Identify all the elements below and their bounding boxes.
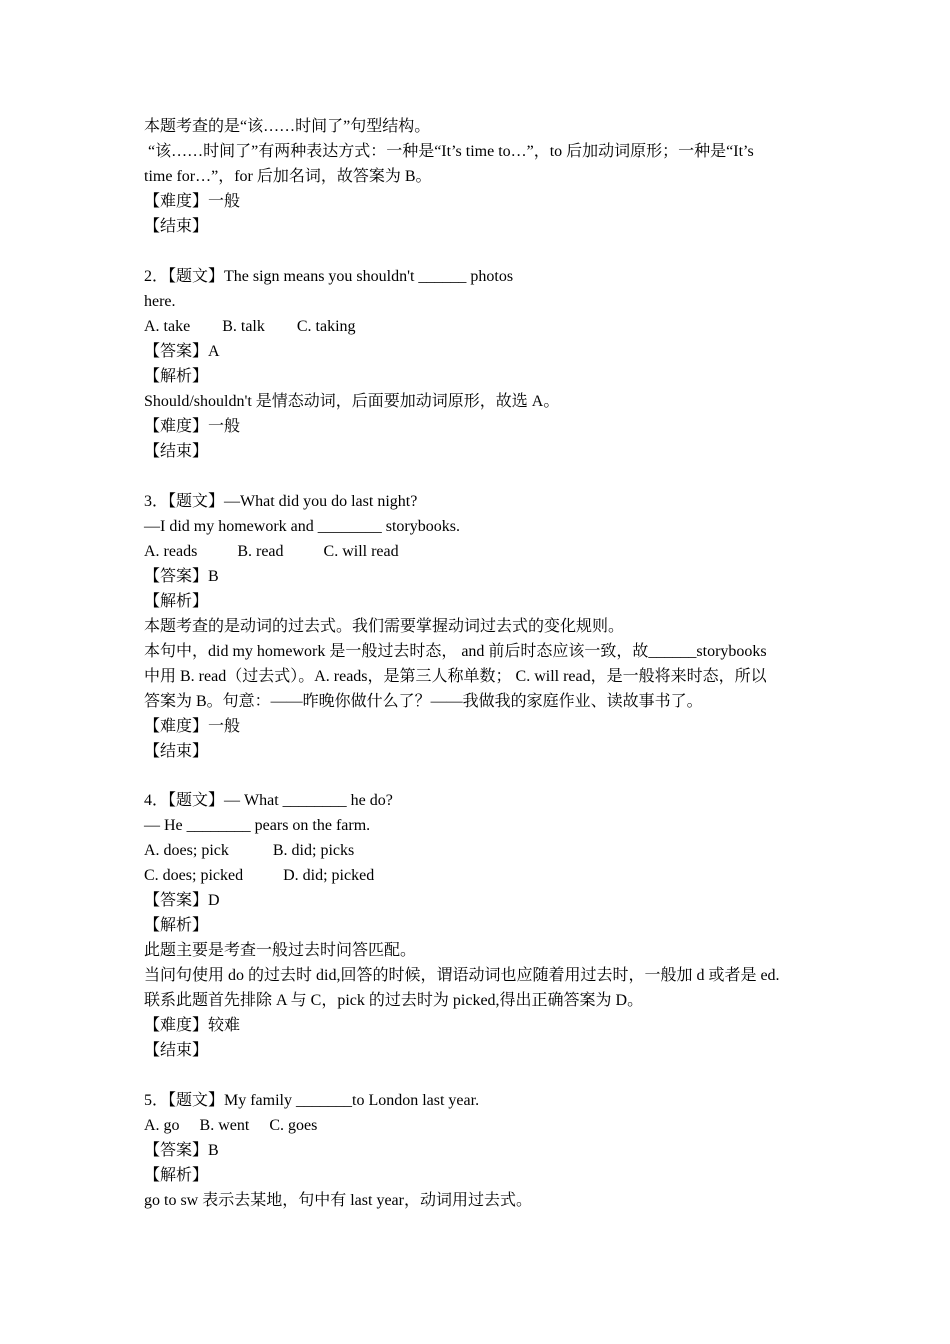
document-page <box>144 114 814 1213</box>
difficulty-line: 【难度】一般 <box>144 717 241 735</box>
question-stem: — He ________ pears on the farm. <box>144 817 371 835</box>
question-stem: 4．【题文】— What ________ he do? <box>144 792 393 810</box>
question-stem: 3．【题文】—What did you do last night? <box>144 492 418 510</box>
answer-line: 【答案】A <box>144 342 220 360</box>
spacer <box>144 1063 814 1088</box>
difficulty-line: 【难度】较难 <box>144 1017 241 1035</box>
question-3 <box>144 489 814 764</box>
answer-line: 【答案】B <box>144 1142 219 1160</box>
analysis-label: 【解析】 <box>144 1167 209 1185</box>
question-stem: here. <box>144 292 176 310</box>
question-2 <box>144 264 814 464</box>
analysis-label: 【解析】 <box>144 917 209 935</box>
spacer <box>144 764 814 789</box>
question-options: A. reads B. read C. will read <box>144 542 399 560</box>
analysis-line: 中用 B. read（过去式）。A. reads，是第三人称单数； C. will read，是一般将来时态，所以 <box>144 667 767 685</box>
question-options: A. take B. talk C. taking <box>144 317 356 335</box>
analysis-line: 当问句使用 do 的过去时 did,回答的时候，谓语动词也应随着用过去时，一般加 d 或者是 ed. <box>144 967 780 985</box>
question-options: A. go B. went C. goes <box>144 1117 318 1135</box>
analysis-line: “该……时间了”有两种表达方式：一种是“It’s time to…”，to 后加动词原形；一种是“It’s <box>144 143 754 160</box>
analysis-line: 联系此题首先排除 A 与 C，pick 的过去时为 picked,得出正确答案为 D。 <box>144 992 644 1010</box>
question-5 <box>144 1088 814 1213</box>
question-options: C. does; picked D. did; picked <box>144 867 375 885</box>
question-options: A. does; pick B. did; picks <box>144 842 355 860</box>
question-4 <box>144 788 814 1063</box>
analysis-line: 此题主要是考查一般过去时问答匹配。 <box>144 942 417 960</box>
question-stem: —I did my homework and ________ storybooks. <box>144 517 460 535</box>
analysis-label: 【解析】 <box>144 592 209 610</box>
question-stem: 5．【题文】My family _______to London last year. <box>144 1092 480 1110</box>
analysis-line: Should/shouldn't 是情态动词，后面要加动词原形，故选 A。 <box>144 392 560 410</box>
answer-line: 【答案】B <box>144 567 219 585</box>
analysis-line: go to sw 表示去某地，句中有 last year，动词用过去式。 <box>144 1192 532 1210</box>
analysis-line: 本题考查的是动词的过去式。我们需要掌握动词过去式的变化规则。 <box>144 617 625 635</box>
difficulty-line: 【难度】一般 <box>144 193 241 210</box>
answer-line: 【答案】D <box>144 892 220 910</box>
difficulty-line: 【难度】一般 <box>144 417 241 435</box>
analysis-line: time for…”，for 后加名词，故答案为 B。 <box>144 168 432 185</box>
end-marker: 【结束】 <box>144 742 209 760</box>
analysis-line: 本题考查的是“该……时间了”句型结构。 <box>144 118 431 135</box>
end-marker: 【结束】 <box>144 1042 209 1060</box>
question-stem: 2．【题文】The sign means you shouldn't ______ photos <box>144 267 514 285</box>
analysis-line: 本句中，did my homework 是一般过去时态， and 前后时态应该一致，故______storybooks <box>144 642 767 660</box>
end-marker: 【结束】 <box>144 442 209 460</box>
question-1-tail <box>144 114 814 239</box>
spacer <box>144 464 814 489</box>
analysis-label: 【解析】 <box>144 367 209 385</box>
spacer <box>144 239 814 264</box>
end-marker: 【结束】 <box>144 218 209 235</box>
analysis-line: 答案为 B。句意：——昨晚你做什么了？——我做我的家庭作业、读故事书了。 <box>144 692 703 710</box>
